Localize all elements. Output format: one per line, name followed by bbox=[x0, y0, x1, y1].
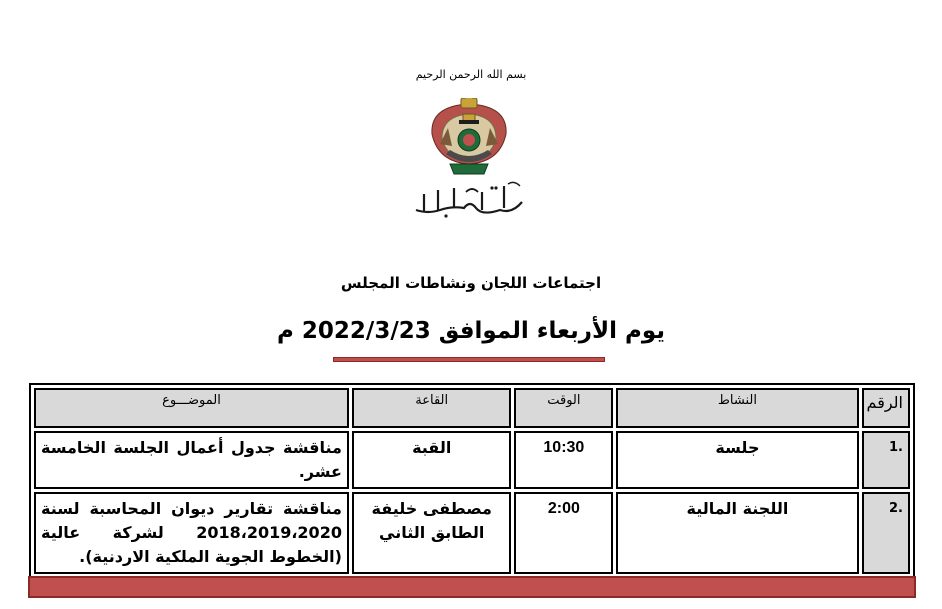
page-title: يوم الأربعاء الموافق 2022/3/23 م bbox=[277, 318, 665, 344]
row-number: .2 bbox=[862, 492, 910, 574]
table-header-row bbox=[34, 388, 910, 428]
header-number: الرقم bbox=[862, 388, 910, 428]
header-time: الوقت bbox=[514, 388, 613, 428]
hall-floor: الطابق الثاني bbox=[379, 523, 485, 542]
row-subject: مناقشة جدول أعمال الجلسة الخامسة عشر. bbox=[34, 431, 349, 489]
row-time: 10:30 bbox=[514, 431, 613, 489]
table-row bbox=[34, 431, 910, 489]
row-time: 2:00 bbox=[514, 492, 613, 574]
header-hall: القاعة bbox=[352, 388, 511, 428]
title-underline bbox=[333, 357, 605, 362]
basmala: بسم الله الرحمن الرحيم bbox=[415, 68, 527, 81]
hall-name: مصطفى خليفة bbox=[371, 499, 492, 518]
header-subject: الموضـــوع bbox=[34, 388, 349, 428]
schedule-table bbox=[29, 383, 915, 579]
row-number: .1 bbox=[862, 431, 910, 489]
row-activity: اللجنة المالية bbox=[616, 492, 858, 574]
row-activity: جلسة bbox=[616, 431, 858, 489]
hall-name: القبة bbox=[412, 438, 452, 457]
coat-of-arms-icon bbox=[428, 98, 510, 176]
footer-bar bbox=[28, 576, 916, 598]
row-hall bbox=[352, 431, 511, 489]
page-subtitle: اجتماعات اللجان ونشاطات المجلس bbox=[340, 274, 602, 292]
parliament-logo bbox=[408, 180, 528, 220]
header-activity: النشاط bbox=[616, 388, 858, 428]
table-row bbox=[34, 492, 910, 574]
row-hall bbox=[352, 492, 511, 574]
row-subject: مناقشة تقارير ديوان المحاسبة لسنة 2018،2019،2020 لشركة عالية (الخطوط الجوية الملكية الاردنية). bbox=[34, 492, 349, 574]
